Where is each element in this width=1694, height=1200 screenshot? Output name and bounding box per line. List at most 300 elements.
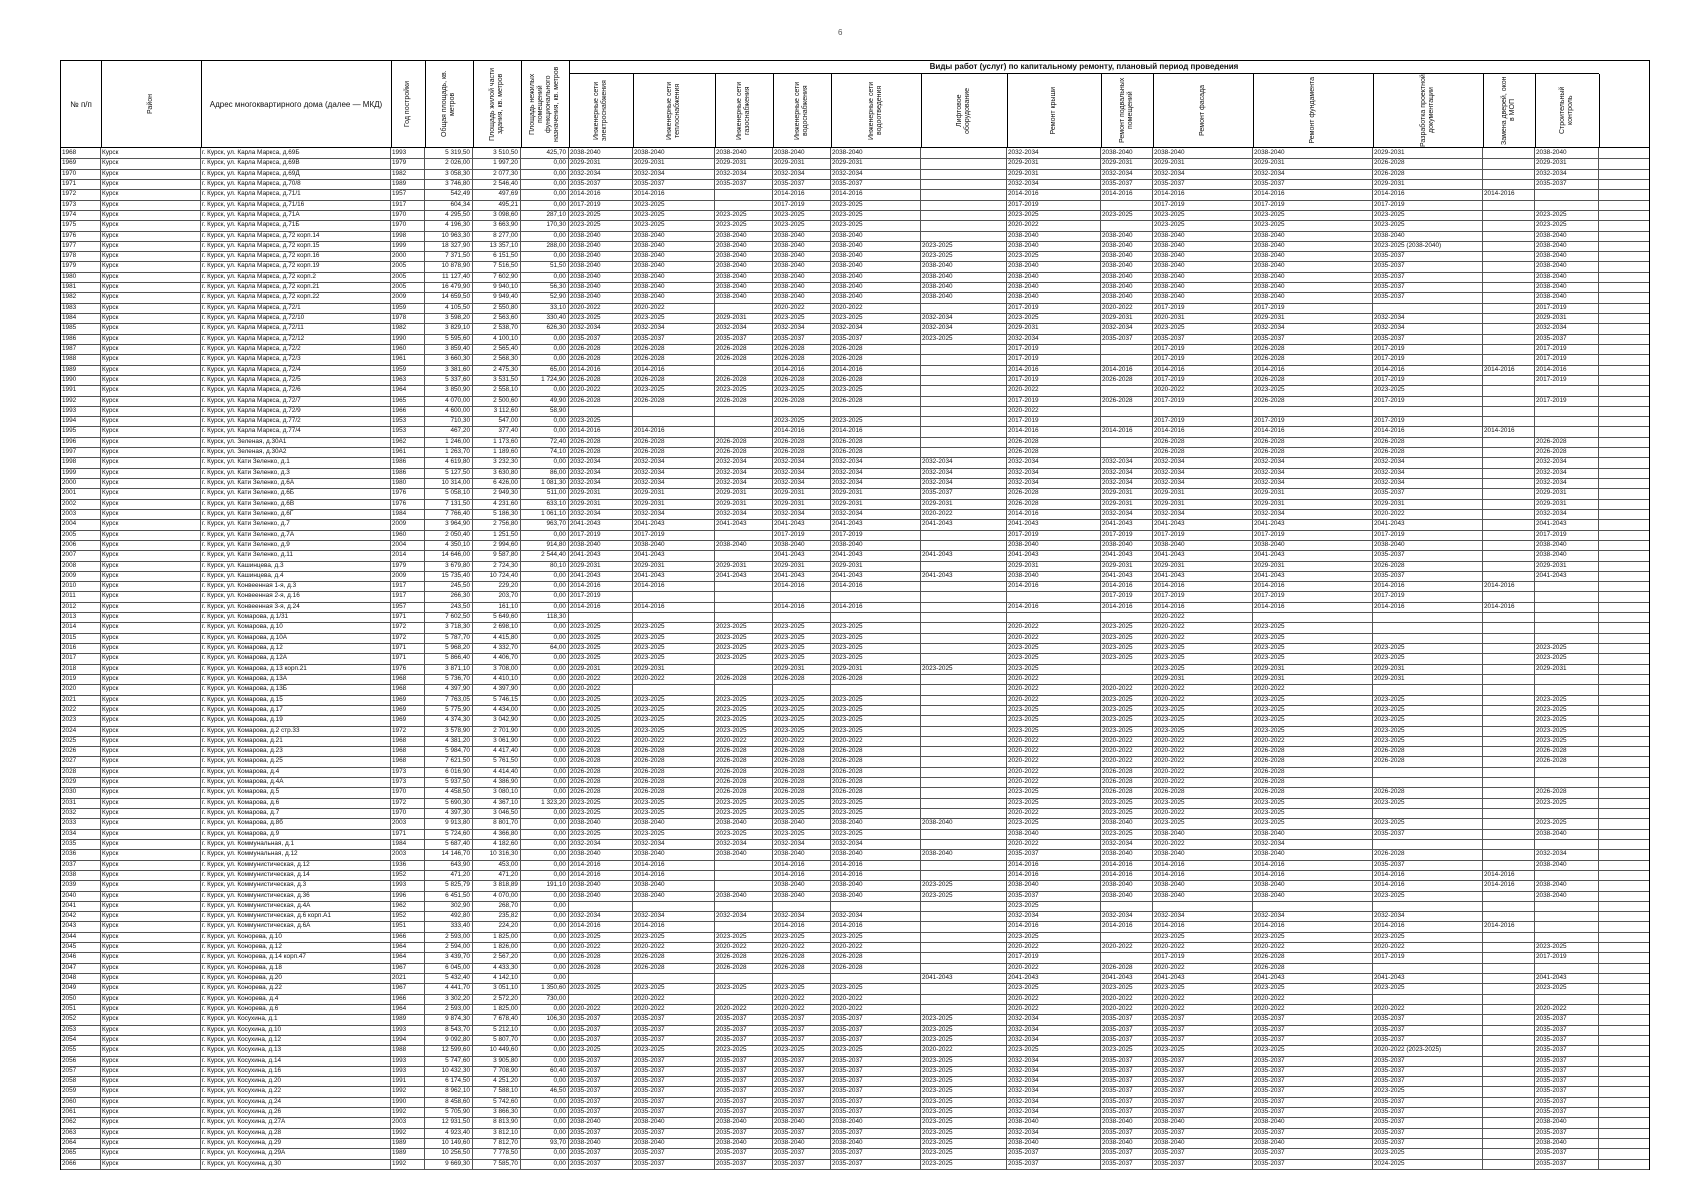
cell-heat: 2023-2025 — [633, 653, 715, 663]
cell-lift — [921, 1004, 1007, 1014]
cell-address: г. Курск, ул. Косухина, д.14 — [201, 1056, 391, 1066]
cell-address: г. Курск, ул. Косухина, д.12 — [201, 1035, 391, 1045]
cell-facade: 2038-2040 — [1153, 292, 1253, 302]
cell-year: 1970 — [391, 220, 425, 230]
cell-control: 2038-2040 — [1535, 148, 1599, 158]
cell-nonres-area: 86,00 — [521, 468, 569, 478]
cell-water: 2035-2037 — [773, 334, 831, 344]
cell-water: 2026-2028 — [773, 767, 831, 777]
cell-roof: 2038-2040 — [1007, 272, 1101, 282]
cell-basement: 2032-2034 — [1101, 323, 1153, 333]
cell-living-area: 268,70 — [473, 901, 521, 911]
cell-gas: 2026-2028 — [715, 777, 773, 787]
cell-nonres-area: 0,00 — [521, 839, 569, 849]
cell-district: Курск — [101, 643, 201, 653]
cell-district: Курск — [101, 581, 201, 591]
cell-year: 1968 — [391, 736, 425, 746]
cell-facade: 2038-2040 — [1153, 251, 1253, 261]
cell-heat: 2026-2028 — [633, 787, 715, 797]
cell-gas: 2038-2040 — [715, 292, 773, 302]
cell-doors — [1483, 241, 1535, 251]
cell-nonres-area: 0,00 — [521, 571, 569, 581]
cell-control — [1535, 932, 1599, 942]
cell-address: г. Курск, ул. Косухина, д.29А — [201, 1148, 391, 1158]
cell-living-area: 471,20 — [473, 870, 521, 880]
cell-foundation: 2023-2025 — [1253, 715, 1373, 725]
cell-facade: 2035-2037 — [1153, 1148, 1253, 1158]
cell-facade: 2041-2043 — [1153, 550, 1253, 560]
cell-basement: 2017-2019 — [1101, 591, 1153, 601]
cell-gas: 2023-2025 — [715, 643, 773, 653]
cell-control — [1535, 911, 1599, 921]
cell-heat: 2038-2040 — [633, 818, 715, 828]
cell-water: 2020-2022 — [773, 303, 831, 313]
cell-lift — [921, 148, 1007, 158]
cell-electric: 2029-2031 — [569, 158, 633, 168]
cell-year: 1989 — [391, 1148, 425, 1158]
cell-basement: 2035-2037 — [1101, 1076, 1153, 1086]
cell-lift: 2020-2022 — [921, 1045, 1007, 1055]
cell-living-area: 5 212,10 — [473, 1025, 521, 1035]
cell-foundation: 2023-2025 — [1253, 705, 1373, 715]
cell-heat: 2023-2025 — [633, 695, 715, 705]
cell-roof: 2035-2037 — [1007, 1148, 1101, 1158]
cell-total-area: 4 600,00 — [425, 406, 473, 416]
cell-sewer: 2020-2022 — [831, 736, 921, 746]
cell-sewer — [831, 684, 921, 694]
cell-sewer: 2026-2028 — [831, 787, 921, 797]
cell-lift — [921, 354, 1007, 364]
cell-doors — [1483, 983, 1535, 993]
cell-roof: 2029-2031 — [1007, 561, 1101, 571]
cell-design: 2035-2037 — [1373, 1107, 1483, 1117]
cell-roof: 2023-2025 — [1007, 798, 1101, 808]
cell-control: 2032-2034 — [1535, 478, 1599, 488]
cell-total-area: 12 599,60 — [425, 1045, 473, 1055]
cell-heat: 2035-2037 — [633, 179, 715, 189]
cell-district: Курск — [101, 798, 201, 808]
cell-doors — [1483, 1107, 1535, 1117]
cell-doors — [1483, 272, 1535, 282]
cell-heat: 2035-2037 — [633, 1159, 715, 1169]
cell-num: 2005 — [61, 530, 101, 540]
cell-living-area: 3 112,60 — [473, 406, 521, 416]
cell-doors — [1483, 705, 1535, 715]
cell-district: Курск — [101, 818, 201, 828]
cell-control: 2029-2031 — [1535, 158, 1599, 168]
cell-address: г. Курск, ул. Комарова, д.4А — [201, 777, 391, 787]
cell-heat: 2026-2028 — [633, 437, 715, 447]
cell-nonres-area: 0,00 — [521, 715, 569, 725]
cell-num: 2028 — [61, 767, 101, 777]
cell-address: г. Курск, ул. Карла Маркса, д.72/10 — [201, 313, 391, 323]
cell-total-area: 5 705,90 — [425, 1107, 473, 1117]
cell-num: 2019 — [61, 674, 101, 684]
cell-district: Курск — [101, 313, 201, 323]
cell-electric: 2023-2025 — [569, 932, 633, 942]
cell-water: 2026-2028 — [773, 787, 831, 797]
cell-gas — [715, 591, 773, 601]
cell-basement: 2026-2028 — [1101, 375, 1153, 385]
cell-design: 2023-2025 — [1373, 695, 1483, 705]
cell-basement — [1101, 674, 1153, 684]
cell-control: 2029-2031 — [1535, 488, 1599, 498]
header-district — [101, 61, 202, 147]
cell-district: Курск — [101, 200, 201, 210]
cell-year: 1960 — [391, 530, 425, 540]
header-year-label: Год постройки — [404, 80, 411, 128]
cell-district: Курск — [101, 870, 201, 880]
cell-nonres-area: 0,00 — [521, 911, 569, 921]
cell-gas — [715, 416, 773, 426]
cell-living-area: 2 565,40 — [473, 344, 521, 354]
cell-control: 2023-2025 — [1535, 942, 1599, 952]
cell-nonres-area: 0,00 — [521, 530, 569, 540]
cell-district: Курск — [101, 158, 201, 168]
cell-district: Курск — [101, 1159, 201, 1169]
cell-electric: 2026-2028 — [569, 963, 633, 973]
cell-doors — [1483, 715, 1535, 725]
cell-heat: 2035-2037 — [633, 1066, 715, 1076]
cell-foundation: 2035-2037 — [1253, 334, 1373, 344]
cell-water: 2023-2025 — [773, 808, 831, 818]
cell-num: 1971 — [61, 179, 101, 189]
cell-num: 2034 — [61, 829, 101, 839]
cell-district: Курск — [101, 695, 201, 705]
cell-address: г. Курск, ул. Косухина, д.26 — [201, 1107, 391, 1117]
cell-gas: 2023-2025 — [715, 705, 773, 715]
cell-sewer — [831, 973, 921, 983]
cell-electric: 2023-2025 — [569, 653, 633, 663]
cell-gas: 2023-2025 — [715, 726, 773, 736]
cell-address: г. Курск, ул. Карла Маркса, д.72/4 — [201, 365, 391, 375]
cell-total-area: 471,20 — [425, 870, 473, 880]
cell-total-area: 14 146,70 — [425, 849, 473, 859]
cell-doors — [1483, 437, 1535, 447]
cell-num: 2047 — [61, 963, 101, 973]
cell-lift: 2038-2040 — [921, 849, 1007, 859]
cell-water: 2035-2037 — [773, 1148, 831, 1158]
cell-electric: 2035-2037 — [569, 1159, 633, 1169]
cell-control: 2026-2028 — [1535, 447, 1599, 457]
cell-electric: 2032-2034 — [569, 468, 633, 478]
cell-basement: 2029-2031 — [1101, 499, 1153, 509]
cell-control — [1535, 602, 1599, 612]
cell-nonres-area: 0,00 — [521, 695, 569, 705]
cell-basement: 2023-2025 — [1101, 705, 1153, 715]
cell-year: 1971 — [391, 653, 425, 663]
cell-address: г. Курск, ул. Коммунистическая, д.12 — [201, 860, 391, 870]
cell-facade: 2038-2040 — [1153, 231, 1253, 241]
cell-lift — [921, 561, 1007, 571]
cell-roof: 2041-2043 — [1007, 973, 1101, 983]
cell-facade: 2029-2031 — [1153, 488, 1253, 498]
cell-control — [1535, 406, 1599, 416]
cell-gas — [715, 581, 773, 591]
cell-electric: 2032-2034 — [569, 457, 633, 467]
cell-lift: 2023-2025 — [921, 1035, 1007, 1045]
cell-num: 2059 — [61, 1086, 101, 1096]
cell-doors — [1483, 478, 1535, 488]
cell-heat: 2038-2040 — [633, 880, 715, 890]
cell-lift: 2041-2043 — [921, 519, 1007, 529]
cell-water: 2035-2037 — [773, 1066, 831, 1076]
cell-basement: 2035-2037 — [1101, 1086, 1153, 1096]
cell-foundation: 2023-2025 — [1253, 798, 1373, 808]
cell-gas: 2032-2034 — [715, 169, 773, 179]
cell-water: 2023-2025 — [773, 385, 831, 395]
cell-district: Курск — [101, 437, 201, 447]
cell-heat: 2038-2040 — [633, 1117, 715, 1127]
cell-num: 2049 — [61, 983, 101, 993]
cell-sewer: 2023-2025 — [831, 210, 921, 220]
cell-nonres-area: 0,00 — [521, 942, 569, 952]
cell-district: Курск — [101, 375, 201, 385]
cell-control: 2038-2040 — [1535, 231, 1599, 241]
cell-num: 2013 — [61, 612, 101, 622]
cell-total-area: 5 127,50 — [425, 468, 473, 478]
cell-total-area: 5 968,20 — [425, 643, 473, 653]
cell-address: г. Курск, ул. Конорева, д.20 — [201, 973, 391, 983]
cell-num: 2007 — [61, 550, 101, 560]
cell-design — [1373, 963, 1483, 973]
cell-control: 2035-2037 — [1535, 1066, 1599, 1076]
cell-nonres-area: 0,00 — [521, 726, 569, 736]
cell-gas: 2038-2040 — [715, 1138, 773, 1148]
cell-nonres-area: 0,00 — [521, 231, 569, 241]
cell-control — [1535, 870, 1599, 880]
cell-address: г. Курск, ул. Карла Маркса, д.69В — [201, 158, 391, 168]
cell-foundation: 2014-2016 — [1253, 189, 1373, 199]
cell-design: 2023-2025 — [1373, 736, 1483, 746]
cell-gas: 2026-2028 — [715, 674, 773, 684]
cell-living-area: 377,40 — [473, 426, 521, 436]
cell-living-area: 1 251,50 — [473, 530, 521, 540]
cell-doors — [1483, 1138, 1535, 1148]
cell-lift — [921, 674, 1007, 684]
cell-address: г. Курск, ул. Коммунальная, д.1 — [201, 839, 391, 849]
cell-doors — [1483, 200, 1535, 210]
cell-design: 2035-2037 — [1373, 272, 1483, 282]
cell-control: 2023-2025 — [1535, 210, 1599, 220]
cell-total-area: 10 314,00 — [425, 478, 473, 488]
cell-design: 2035-2037 — [1373, 1097, 1483, 1107]
cell-year: 1984 — [391, 509, 425, 519]
cell-water: 2017-2019 — [773, 530, 831, 540]
cell-gas: 2029-2031 — [715, 499, 773, 509]
cell-num: 1989 — [61, 365, 101, 375]
cell-water — [773, 591, 831, 601]
cell-gas: 2023-2025 — [715, 715, 773, 725]
cell-foundation: 2035-2037 — [1253, 1097, 1373, 1107]
cell-gas: 2023-2025 — [715, 798, 773, 808]
cell-foundation: 2035-2037 — [1253, 1056, 1373, 1066]
cell-total-area: 5 825,79 — [425, 880, 473, 890]
cell-doors — [1483, 220, 1535, 230]
cell-sewer: 2023-2025 — [831, 385, 921, 395]
cell-total-area: 4 441,70 — [425, 983, 473, 993]
cell-nonres-area: 56,30 — [521, 282, 569, 292]
cell-roof: 2032-2034 — [1007, 1076, 1101, 1086]
cell-nonres-area: 0,00 — [521, 1117, 569, 1127]
cell-living-area: 9 940,10 — [473, 282, 521, 292]
cell-foundation: 2023-2025 — [1253, 633, 1373, 643]
cell-nonres-area: 0,00 — [521, 200, 569, 210]
cell-doors — [1483, 261, 1535, 271]
cell-doors — [1483, 1066, 1535, 1076]
cell-address: г. Курск, ул. Карла Маркса, д.71Б — [201, 220, 391, 230]
cell-design: 2017-2019 — [1373, 354, 1483, 364]
cell-lift: 2023-2025 — [921, 334, 1007, 344]
cell-control: 2038-2040 — [1535, 251, 1599, 261]
cell-foundation: 2014-2016 — [1253, 581, 1373, 591]
cell-gas: 2032-2034 — [715, 468, 773, 478]
cell-gas — [715, 870, 773, 880]
cell-foundation — [1253, 901, 1373, 911]
cell-sewer: 2023-2025 — [831, 653, 921, 663]
cell-year: 1989 — [391, 1138, 425, 1148]
cell-design: 2023-2025 — [1373, 891, 1483, 901]
cell-num: 2058 — [61, 1076, 101, 1086]
cell-lift: 2023-2025 — [921, 1014, 1007, 1024]
cell-total-area: 245,50 — [425, 581, 473, 591]
cell-lift — [921, 808, 1007, 818]
cell-design: 2035-2037 — [1373, 1014, 1483, 1024]
cell-living-area: 2 475,30 — [473, 365, 521, 375]
cell-basement: 2020-2022 — [1101, 756, 1153, 766]
cell-total-area: 333,40 — [425, 921, 473, 931]
cell-address: г. Курск, ул. Кати Зеленко, д.1 — [201, 457, 391, 467]
cell-heat: 2029-2031 — [633, 158, 715, 168]
cell-basement: 2023-2025 — [1101, 726, 1153, 736]
cell-num: 2037 — [61, 860, 101, 870]
cell-control: 2038-2040 — [1535, 860, 1599, 870]
works-group-title: Виды работ (услуг) по капитальному ремонту, плановый период проведения — [569, 61, 1599, 74]
cell-lift — [921, 952, 1007, 962]
cell-control — [1535, 767, 1599, 777]
cell-nonres-area: 1 061,10 — [521, 509, 569, 519]
cell-electric: 2038-2040 — [569, 251, 633, 261]
cell-foundation: 2023-2025 — [1253, 932, 1373, 942]
cell-nonres-area: 0,00 — [521, 1004, 569, 1014]
cell-year: 1976 — [391, 664, 425, 674]
cell-facade: 2014-2016 — [1153, 921, 1253, 931]
cell-foundation — [1253, 612, 1373, 622]
cell-roof: 2029-2031 — [1007, 169, 1101, 179]
cell-foundation: 2020-2022 — [1253, 942, 1373, 952]
cell-facade: 2026-2028 — [1153, 437, 1253, 447]
cell-address: г. Курск, ул. Комарова, д.15 — [201, 695, 391, 705]
cell-facade: 2017-2019 — [1153, 530, 1253, 540]
cell-address: г. Курск, ул. Карла Маркса, д.77/2 — [201, 416, 391, 426]
cell-control: 2038-2040 — [1535, 550, 1599, 560]
cell-design: 2041-2043 — [1373, 973, 1483, 983]
cell-control — [1535, 200, 1599, 210]
cell-electric: 2026-2028 — [569, 354, 633, 364]
cell-sewer: 2035-2037 — [831, 1076, 921, 1086]
cell-nonres-area: 0,00 — [521, 633, 569, 643]
cell-basement: 2038-2040 — [1101, 231, 1153, 241]
cell-lift — [921, 530, 1007, 540]
cell-lift — [921, 932, 1007, 942]
header-electric — [569, 74, 634, 147]
cell-gas: 2035-2037 — [715, 1148, 773, 1158]
cell-roof: 2017-2019 — [1007, 396, 1101, 406]
cell-roof: 2023-2025 — [1007, 983, 1101, 993]
table-row — [61, 1159, 1649, 1170]
cell-lift: 2023-2025 — [921, 1097, 1007, 1107]
cell-design: 2020-2022 (2023-2025) — [1373, 1045, 1483, 1055]
cell-gas: 2038-2040 — [715, 849, 773, 859]
cell-design — [1373, 684, 1483, 694]
cell-living-area: 5 742,60 — [473, 1097, 521, 1107]
cell-lift — [921, 994, 1007, 1004]
cell-total-area: 5 595,60 — [425, 334, 473, 344]
header-water-label: Инженерные сети водоснабжения — [794, 79, 809, 140]
cell-total-area: 4 923,40 — [425, 1128, 473, 1138]
cell-facade: 2014-2016 — [1153, 860, 1253, 870]
cell-doors — [1483, 829, 1535, 839]
cell-total-area: 7 602,50 — [425, 612, 473, 622]
cell-address: г. Курск, ул. Косухина, д.24 — [201, 1097, 391, 1107]
cell-electric: 2035-2037 — [569, 1025, 633, 1035]
cell-electric: 2032-2034 — [569, 478, 633, 488]
cell-electric: 2023-2025 — [569, 715, 633, 725]
cell-facade: 2038-2040 — [1153, 148, 1253, 158]
cell-heat: 2038-2040 — [633, 241, 715, 251]
cell-num: 2023 — [61, 715, 101, 725]
cell-year: 1953 — [391, 416, 425, 426]
cell-doors — [1483, 1004, 1535, 1014]
cell-living-area: 4 406,70 — [473, 653, 521, 663]
cell-control — [1535, 921, 1599, 931]
cell-water: 2035-2037 — [773, 1076, 831, 1086]
cell-doors — [1483, 540, 1535, 550]
cell-district: Курск — [101, 530, 201, 540]
cell-district: Курск — [101, 272, 201, 282]
table-body — [61, 148, 1649, 1169]
cell-num: 1992 — [61, 396, 101, 406]
cell-electric: 2014-2016 — [569, 860, 633, 870]
cell-living-area: 6 426,00 — [473, 478, 521, 488]
cell-year: 1972 — [391, 633, 425, 643]
cell-basement: 2041-2043 — [1101, 550, 1153, 560]
cell-district: Курск — [101, 963, 201, 973]
cell-doors — [1483, 447, 1535, 457]
cell-gas: 2038-2040 — [715, 272, 773, 282]
cell-heat: 2035-2037 — [633, 334, 715, 344]
cell-total-area: 9 874,30 — [425, 1014, 473, 1024]
cell-district: Курск — [101, 478, 201, 488]
cell-address: г. Курск, ул. Конвеенная 1-я, д.3 — [201, 581, 391, 591]
cell-district: Курск — [101, 220, 201, 230]
cell-nonres-area: 0,00 — [521, 921, 569, 931]
cell-year: 1993 — [391, 1066, 425, 1076]
cell-basement — [1101, 406, 1153, 416]
cell-facade: 2017-2019 — [1153, 591, 1253, 601]
cell-roof: 2020-2022 — [1007, 622, 1101, 632]
cell-num: 1985 — [61, 323, 101, 333]
cell-water: 2020-2022 — [773, 994, 831, 1004]
cell-design: 2023-2025 — [1373, 653, 1483, 663]
cell-gas: 2020-2022 — [715, 1004, 773, 1014]
cell-nonres-area: 80,10 — [521, 561, 569, 571]
cell-control — [1535, 581, 1599, 591]
cell-basement — [1101, 901, 1153, 911]
cell-total-area: 3 660,30 — [425, 354, 473, 364]
cell-lift — [921, 695, 1007, 705]
cell-gas: 2023-2025 — [715, 829, 773, 839]
